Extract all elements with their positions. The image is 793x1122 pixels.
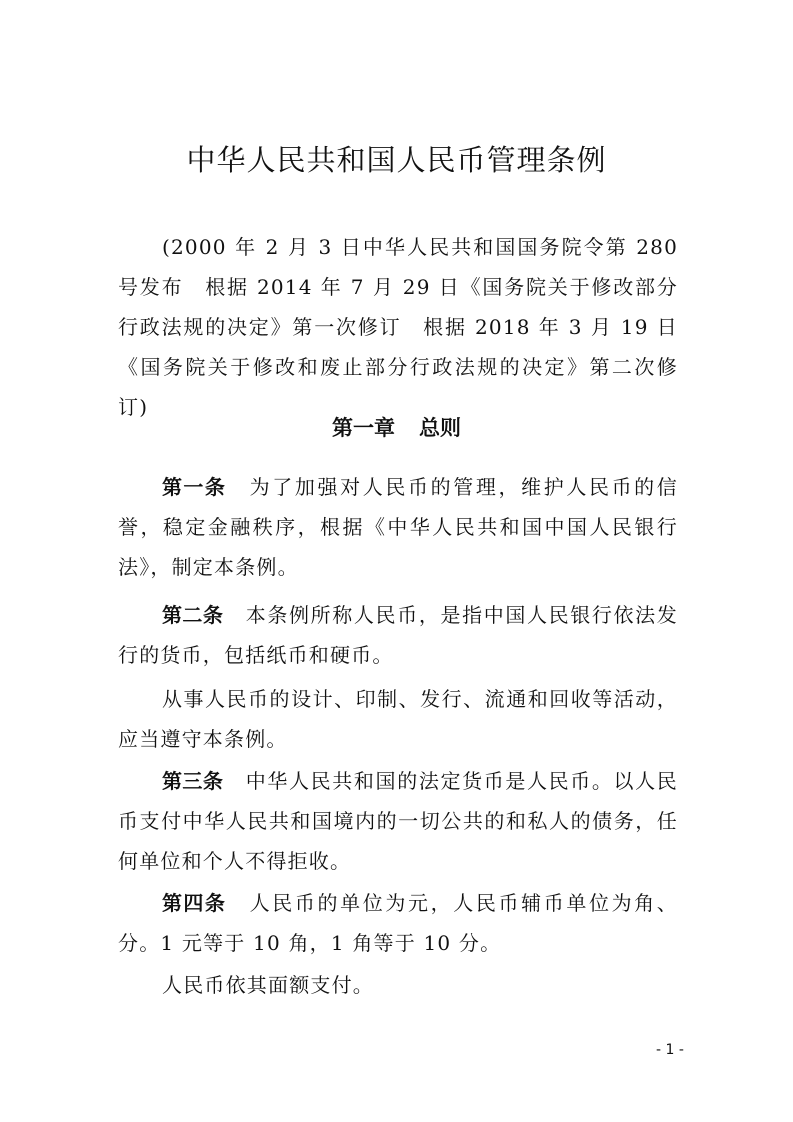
page-title: 中华人民共和国人民币管理条例 [186, 143, 607, 177]
chapter-title [0, 412, 793, 442]
page-number: - 1 - [656, 1042, 684, 1058]
article-3 [118, 761, 678, 881]
article-text: 人民币依其面额支付。 [162, 973, 374, 997]
article-heading: 第二条 [162, 603, 224, 627]
article-text: 为了加强对人民币的管理，维护人民币的信誉，稳定金融秩序，根据《中华人民共和国中国人民银行法》，制定本条例。 [118, 475, 678, 579]
article-text: 人民币的单位为元，人民币辅币单位为角、分。1 元等于 10 角，1 角等于 10 分。 [118, 891, 678, 955]
article-heading: 第四条 [162, 891, 227, 915]
chapter-number: 第一章 [332, 416, 395, 440]
article-1 [118, 467, 678, 587]
article-heading: 第一条 [162, 475, 227, 499]
article-4-paragraph-2 [118, 965, 678, 1005]
article-text: 本条例所称人民币，是指中国人民银行依法发行的货币，包括纸币和硬币。 [118, 603, 679, 667]
preamble: (2000 年 2 月 3 日中华人民共和国国务院令第 280 号发布 根据 2014 年 7 月 29 日《国务院关于修改部分行政法规的决定》第一次修订 根据 2018 年 3 月 19 日《国务院关于修改和废止部分行政法规的决定》第二次修订) [118, 235, 678, 419]
article-4 [118, 883, 678, 963]
article-2-paragraph-2 [118, 679, 678, 759]
article-2 [118, 595, 678, 675]
article-text: 中华人民共和国的法定货币是人民币。以人民币支付中华人民共和国境内的一切公共的和私人的债务，任何单位和个人不得拒收。 [118, 769, 679, 873]
chapter-name: 总则 [419, 416, 461, 440]
article-text: 从事人民币的设计、印制、发行、流通和回收等活动，应当遵守本条例。 [118, 687, 678, 751]
article-heading: 第三条 [162, 769, 224, 793]
